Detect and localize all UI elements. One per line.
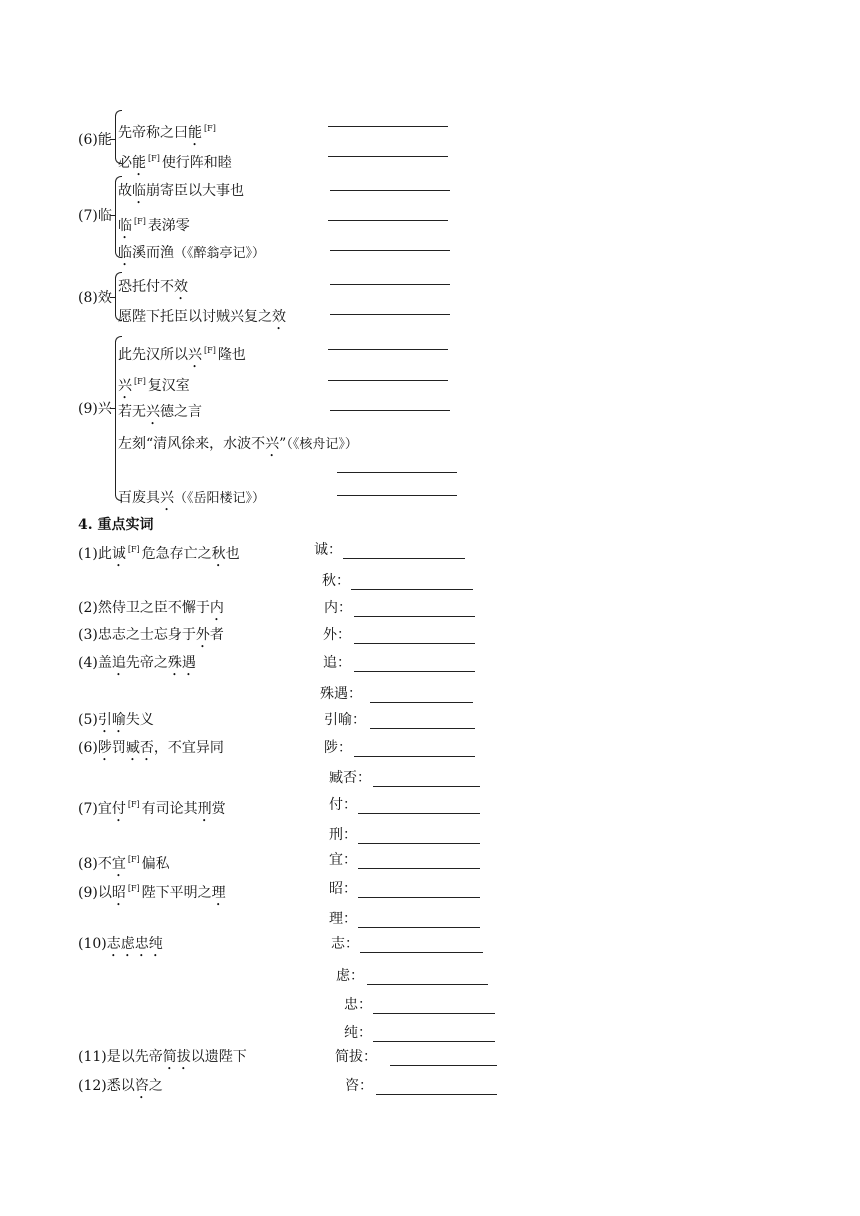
answer-label	[329, 910, 357, 928]
answer-label	[322, 572, 350, 590]
answer-label	[329, 880, 357, 898]
key-character: 臧否	[125, 740, 154, 756]
answer-blank[interactable]	[358, 813, 480, 814]
annotation-letter: F	[137, 217, 143, 226]
annotation-mark: [F]	[127, 800, 140, 809]
answer-blank[interactable]	[328, 220, 448, 221]
sentence-text: 恐托付不	[118, 279, 174, 295]
colon: ：	[343, 797, 357, 813]
sentence-text: 先帝之	[125, 655, 168, 671]
answer-blank[interactable]	[373, 1041, 495, 1042]
group-label: (6)能	[78, 132, 112, 148]
colon: ：	[352, 712, 366, 728]
answer-label	[344, 1024, 372, 1042]
annotation-mark: [F]	[134, 377, 146, 386]
answer-label	[324, 711, 366, 729]
key-character: 兴	[146, 404, 160, 420]
answer-word: 宜	[329, 852, 343, 868]
question-number: (11)	[78, 1049, 107, 1065]
answer-blank[interactable]	[330, 284, 450, 285]
question-number: (4)	[78, 655, 98, 671]
answer-blank[interactable]	[328, 380, 448, 381]
answer-blank[interactable]	[390, 1065, 497, 1066]
sentence-text: 盖	[97, 655, 112, 671]
answer-word: 刑	[329, 827, 343, 843]
key-character: 付	[111, 801, 126, 817]
colon: ：	[337, 655, 351, 671]
colon: ：	[343, 852, 357, 868]
example-sentence	[118, 278, 188, 303]
key-word-question	[78, 711, 154, 736]
sentence-text: 者	[209, 627, 224, 643]
example-sentence	[118, 308, 286, 333]
sentence-text: 复汉室	[147, 378, 190, 394]
sentence-text: 不	[97, 856, 112, 872]
sentence-text: 也	[225, 546, 240, 562]
annotation-letter: F	[130, 855, 137, 864]
annotation-letter: F	[130, 800, 137, 809]
annotation-letter: F	[130, 545, 137, 554]
key-character: 外	[195, 627, 210, 643]
answer-blank[interactable]	[337, 472, 457, 473]
question-number: (8)	[78, 856, 98, 872]
sentence-text: 是以先帝	[106, 1049, 163, 1065]
sentence-text: 左刻“清风徐来，水波不	[118, 436, 266, 452]
key-character: 效	[174, 279, 188, 295]
answer-blank[interactable]	[328, 156, 448, 157]
sentence-text: 必	[118, 155, 132, 171]
answer-blank[interactable]	[328, 349, 448, 350]
answer-label	[324, 599, 352, 617]
sentence-text: 若无	[118, 404, 146, 420]
example-sentence	[118, 120, 218, 149]
key-character: 兴	[188, 347, 202, 363]
source-note: （《醉翁亭记》）	[174, 246, 266, 261]
colon: ：	[359, 1078, 373, 1094]
sentence-text: 悉以	[106, 1078, 135, 1094]
answer-word: 追	[323, 655, 337, 671]
key-word-question	[78, 626, 224, 651]
sentence-text: 百废具	[118, 490, 160, 506]
answer-blank[interactable]	[337, 495, 457, 496]
annotation-letter: F	[137, 377, 143, 386]
answer-word: 诚	[314, 542, 328, 558]
colon: ：	[328, 542, 342, 558]
key-character: 内	[209, 600, 224, 616]
key-word-question	[78, 796, 226, 825]
sentence-text: 隆也	[217, 347, 246, 363]
answer-blank[interactable]	[358, 843, 480, 844]
key-character: 陟	[97, 740, 112, 756]
key-character: 临	[118, 218, 132, 234]
answer-word: 臧否	[329, 770, 357, 786]
key-character: 临	[118, 245, 132, 261]
answer-blank[interactable]	[367, 984, 488, 985]
sentence-text: 崩寄臣以大事也	[146, 183, 244, 199]
answer-blank[interactable]	[358, 927, 480, 928]
sentence-text: 之	[148, 1078, 163, 1094]
question-number: (12)	[78, 1078, 107, 1094]
sentence-text: 宜	[97, 801, 112, 817]
colon: ：	[363, 1049, 377, 1065]
answer-word: 忠	[344, 997, 358, 1013]
answer-label	[323, 626, 351, 644]
answer-blank[interactable]	[354, 756, 475, 757]
sentence-text: 陛下平明之	[141, 885, 212, 901]
question-number: (9)	[78, 885, 98, 901]
answer-label	[336, 967, 364, 985]
section-heading: 4. 重点实词	[78, 517, 154, 533]
key-word-question	[78, 739, 224, 764]
key-character: 能	[188, 125, 202, 141]
annotation-mark: [F]	[204, 124, 216, 133]
key-word-question	[78, 880, 226, 909]
key-character: 效	[272, 309, 286, 325]
answer-blank[interactable]	[354, 671, 475, 672]
colon: ：	[345, 936, 359, 952]
answer-blank[interactable]	[343, 558, 465, 559]
annotation-mark: [F]	[204, 346, 216, 355]
colon: ：	[357, 770, 371, 786]
key-word-question	[78, 851, 170, 880]
answer-blank[interactable]	[370, 702, 473, 703]
sentence-text: 危急存亡之	[141, 546, 212, 562]
annotation-mark: [F]	[148, 154, 160, 163]
sentence-text: 德之言	[160, 404, 202, 420]
group-label: (8)效	[78, 290, 112, 306]
question-number: (1)	[78, 546, 98, 562]
answer-label	[329, 851, 357, 869]
example-sentence	[118, 435, 358, 460]
example-sentence	[118, 373, 190, 402]
answer-word: 理	[329, 911, 343, 927]
colon: ：	[338, 600, 352, 616]
answer-blank[interactable]	[330, 190, 450, 191]
brace-tip	[110, 139, 115, 140]
colon: ：	[337, 627, 351, 643]
answer-blank[interactable]	[351, 589, 473, 590]
answer-word: 虑	[336, 968, 350, 984]
answer-blank[interactable]	[328, 126, 448, 127]
key-word-question	[78, 935, 163, 960]
answer-word: 陟	[324, 740, 338, 756]
answer-label	[329, 769, 371, 787]
sentence-text: 有司论其	[141, 801, 198, 817]
sentence-text: ”	[279, 436, 287, 452]
sentence-text: 使行阵和睦	[161, 155, 232, 171]
sentence-text: 此	[97, 546, 112, 562]
key-character: 刑	[197, 801, 212, 817]
key-word-question	[78, 599, 224, 624]
key-word-question	[78, 1048, 247, 1073]
example-sentence	[118, 244, 265, 269]
annotation-mark: [F]	[134, 217, 146, 226]
key-character: 诚	[111, 546, 126, 562]
key-word-question	[78, 541, 240, 570]
key-character: 追	[111, 655, 126, 671]
example-sentence	[118, 182, 244, 207]
answer-label	[335, 1048, 377, 1066]
key-character: 兴	[118, 378, 132, 394]
sentence-text: 罚	[111, 740, 126, 756]
key-character: 兴	[265, 436, 280, 452]
answer-blank[interactable]	[330, 314, 450, 315]
sentence-text: 故	[118, 183, 132, 199]
answer-word: 志	[331, 936, 345, 952]
answer-label	[345, 1077, 373, 1095]
question-number: (6)	[78, 740, 98, 756]
question-number: (5)	[78, 712, 98, 728]
sentence-text: 愿陛下托臣以讨贼兴复之	[118, 309, 272, 325]
answer-label	[314, 541, 342, 559]
sentence-text: 忠志之士忘身于	[97, 627, 196, 643]
key-character: 昭	[111, 885, 126, 901]
answer-label	[320, 685, 362, 703]
answer-blank[interactable]	[373, 786, 480, 787]
key-character: 兴	[160, 490, 174, 506]
colon: ：	[348, 686, 362, 702]
answer-word: 引喻	[324, 712, 352, 728]
annotation-mark: [F]	[127, 855, 140, 864]
sentence-text: 然侍卫之臣不懈于	[97, 600, 210, 616]
answer-blank[interactable]	[354, 643, 475, 644]
key-character: 志	[106, 936, 121, 952]
answer-word: 内	[324, 600, 338, 616]
sentence-text: 此先汉所以	[118, 347, 188, 363]
key-character: 忠	[134, 936, 149, 952]
annotation-letter: F	[151, 154, 157, 163]
answer-blank[interactable]	[370, 728, 475, 729]
question-number: (2)	[78, 600, 98, 616]
key-character: 引喻	[97, 712, 126, 728]
key-word-question	[78, 654, 196, 679]
colon: ：	[358, 997, 372, 1013]
answer-blank[interactable]	[358, 897, 480, 898]
answer-blank[interactable]	[373, 1013, 495, 1014]
key-character: 秋	[211, 546, 226, 562]
sentence-text: 以遗陛下	[190, 1049, 247, 1065]
colon: ：	[343, 911, 357, 927]
key-character: 咨	[134, 1078, 149, 1094]
question-number: (7)	[78, 801, 98, 817]
colon: ：	[343, 881, 357, 897]
answer-word: 纯	[344, 1025, 358, 1041]
key-character: 纯	[148, 936, 163, 952]
annotation-letter: F	[130, 884, 137, 893]
question-number: (3)	[78, 627, 98, 643]
brace-tip	[110, 297, 115, 298]
sentence-text: 表涕零	[147, 218, 190, 234]
question-number: (10)	[78, 936, 107, 952]
sentence-text: 失义	[125, 712, 154, 728]
group-label: (7)临	[78, 208, 112, 224]
answer-word: 付	[329, 797, 343, 813]
answer-blank[interactable]	[330, 250, 450, 251]
answer-label	[331, 935, 359, 953]
colon: ：	[336, 573, 350, 589]
answer-label	[344, 996, 372, 1014]
key-character: 理	[211, 885, 226, 901]
example-sentence	[118, 403, 202, 428]
annotation-letter: F	[207, 124, 213, 133]
group-label: (9)兴	[78, 401, 112, 417]
annotation-mark: [F]	[127, 545, 140, 554]
key-character: 虑	[120, 936, 135, 952]
colon: ：	[350, 968, 364, 984]
answer-blank[interactable]	[360, 952, 483, 953]
sentence-text: 以	[97, 885, 112, 901]
example-sentence	[118, 489, 265, 514]
answer-blank[interactable]	[354, 616, 475, 617]
answer-word: 秋	[322, 573, 336, 589]
key-word-question	[78, 1077, 163, 1102]
answer-word: 简拔	[335, 1049, 363, 1065]
example-sentence	[118, 150, 232, 179]
key-character: 能	[132, 155, 146, 171]
sentence-text: ，不宜异同	[153, 740, 224, 756]
answer-word: 外	[323, 627, 337, 643]
example-sentence	[118, 342, 246, 371]
answer-label	[324, 739, 352, 757]
key-character: 简拔	[162, 1049, 191, 1065]
key-character: 宜	[111, 856, 126, 872]
example-sentence	[118, 213, 190, 242]
colon: ：	[358, 1025, 372, 1041]
sentence-text: 溪而渔	[132, 245, 174, 261]
answer-blank[interactable]	[376, 1094, 497, 1095]
annotation-letter: F	[207, 346, 213, 355]
brace-tip	[110, 408, 115, 409]
sentence-text: 偏私	[141, 856, 170, 872]
annotation-mark: [F]	[127, 884, 140, 893]
colon: ：	[338, 740, 352, 756]
answer-blank[interactable]	[330, 410, 450, 411]
answer-blank[interactable]	[358, 868, 480, 869]
answer-label	[329, 796, 357, 814]
brace-tip	[110, 215, 115, 216]
colon: ：	[343, 827, 357, 843]
source-note: （《核舟记》）	[286, 437, 358, 452]
answer-label	[329, 826, 357, 844]
sentence-text: 先帝称之曰	[118, 125, 188, 141]
sentence-text: 赏	[211, 801, 226, 817]
answer-label	[323, 654, 351, 672]
source-note: （《岳阳楼记》）	[174, 491, 266, 506]
key-character: 殊遇	[167, 655, 196, 671]
answer-word: 昭	[329, 881, 343, 897]
key-character: 临	[132, 183, 146, 199]
answer-word: 咨	[345, 1078, 359, 1094]
answer-word: 殊遇	[320, 686, 348, 702]
